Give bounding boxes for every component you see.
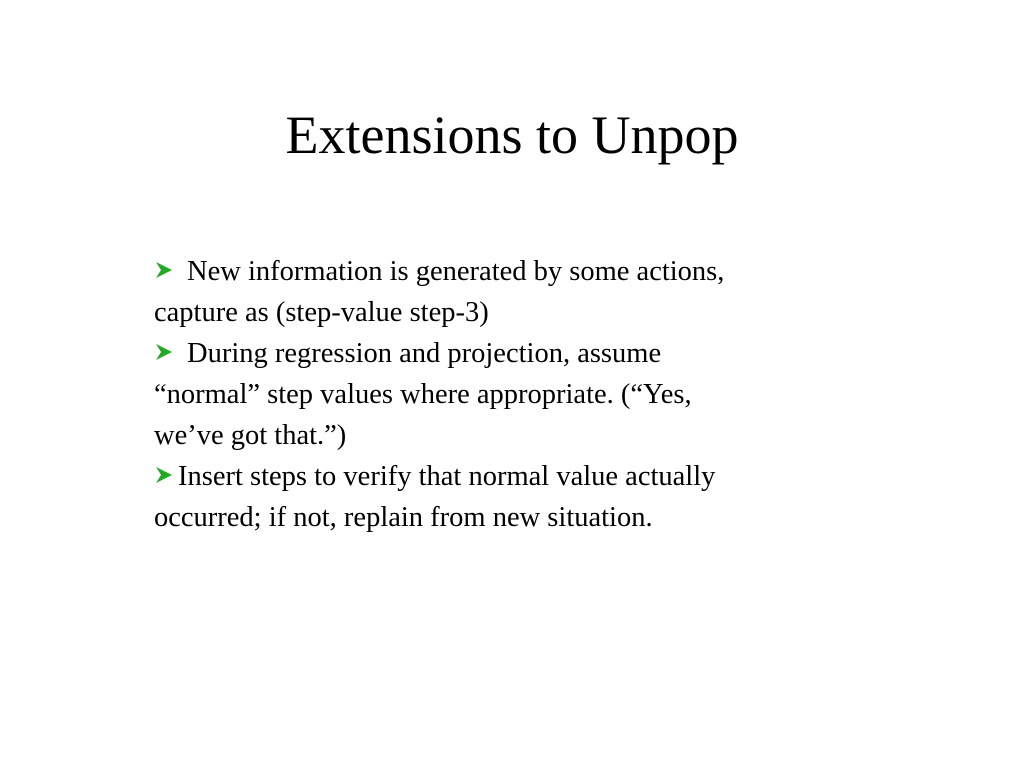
bullet-item — [154, 333, 854, 456]
bullet-line: “normal” step values where appropriate. (“Yes, — [154, 379, 692, 410]
green-arrow-bullet-icon — [154, 260, 174, 280]
bullet-item — [154, 251, 854, 333]
bullet-list — [154, 251, 854, 538]
green-arrow-bullet-icon — [154, 342, 174, 362]
bullet-line: New information is generated by some actions, — [187, 256, 725, 287]
bullet-line: During regression and projection, assume — [187, 338, 662, 369]
slide-title: Extensions to Unpop — [285, 105, 739, 165]
bullet-line: Insert steps to verify that normal value actually — [178, 461, 716, 492]
bullet-line: we’ve got that.”) — [154, 420, 347, 451]
bullet-line: occurred; if not, replain from new situation. — [154, 502, 653, 533]
green-arrow-bullet-icon — [154, 465, 174, 485]
bullet-item — [154, 456, 854, 538]
bullet-line: capture as (step-value step-3) — [154, 297, 489, 328]
